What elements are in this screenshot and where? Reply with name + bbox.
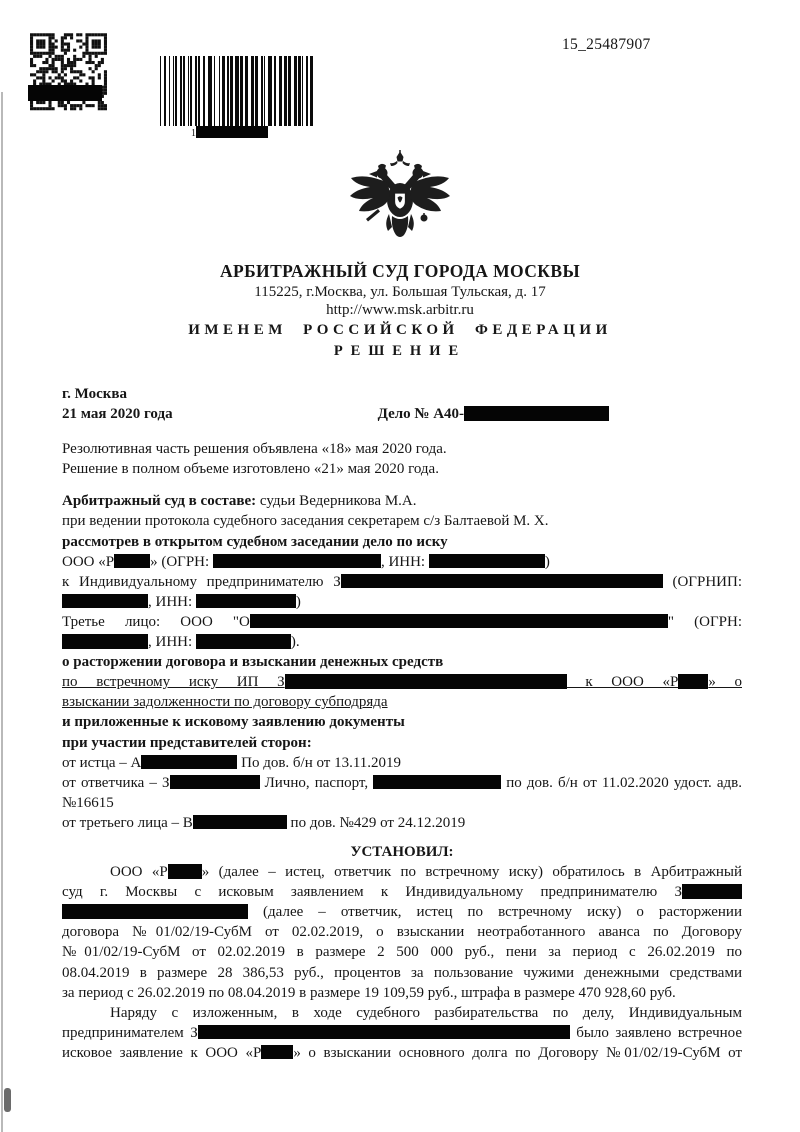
barcode-caption bbox=[191, 126, 268, 139]
text-segment: 08.04.2019 в размере 28 386,53 руб., процентов за пользование чужими денежными средствами bbox=[62, 964, 742, 981]
redaction-bar bbox=[168, 864, 202, 879]
para1-line3 bbox=[62, 902, 742, 922]
text-segment: от истца – А bbox=[62, 754, 142, 771]
redaction-bar bbox=[196, 126, 268, 138]
text-segment: " (ОГРН: bbox=[667, 613, 742, 630]
representatives-line bbox=[62, 733, 742, 753]
court-header bbox=[0, 150, 800, 360]
text-segment: ) bbox=[295, 593, 301, 610]
text-segment: от ответчика – З bbox=[62, 774, 170, 791]
in-name-of-federation-line: ИМЕНЕМ РОССИЙСКОЙ ФЕДЕРАЦИИ bbox=[188, 322, 612, 338]
para1-line5 bbox=[62, 942, 742, 962]
text-segment: от третьего лица – В bbox=[62, 814, 193, 831]
barcode-image bbox=[160, 56, 316, 126]
qr-code bbox=[30, 33, 107, 113]
text-segment: » о взыскании основного долга по Договору №01/02/19-СубМ от bbox=[293, 1044, 742, 1061]
court-address: 115225, г.Москва, ул. Большая Тульская, д. 17 bbox=[254, 284, 546, 300]
text-segment: ). bbox=[290, 634, 300, 651]
text-segment: Решение в полном объеме изготовлено «21» мая 2020 года. bbox=[62, 461, 439, 478]
para1-line1 bbox=[62, 862, 742, 882]
claim-subject-line bbox=[62, 652, 742, 672]
redaction-bar bbox=[196, 634, 291, 649]
scan-number: 15_25487907 bbox=[562, 36, 651, 53]
text-segment: ) bbox=[544, 553, 550, 570]
counterclaim-line bbox=[62, 672, 742, 692]
text-segment: по дов. б/н от 11.02.2020 удост. адв. bbox=[501, 774, 742, 791]
counterclaim-line-2 bbox=[62, 692, 742, 712]
redaction-bar bbox=[682, 884, 742, 899]
text-segment: по встречному иску ИП З bbox=[62, 674, 285, 691]
city-line bbox=[62, 384, 742, 404]
text-segment: было заявлено встречное bbox=[569, 1024, 742, 1041]
text-segment: к Индивидуальному предпринимателю З bbox=[62, 573, 341, 590]
redaction-bar bbox=[62, 594, 148, 609]
considered-line bbox=[62, 532, 742, 552]
scan-corner-smudge bbox=[4, 1088, 11, 1112]
text-segment: Арбитражный суд в составе: bbox=[62, 493, 260, 510]
plaintiff-rep-line bbox=[62, 753, 742, 773]
text-segment: УСТАНОВИЛ: bbox=[350, 843, 454, 860]
text-segment: , ИНН: bbox=[380, 553, 429, 570]
text-segment: к ООО «Р bbox=[566, 674, 679, 691]
para1-line7 bbox=[62, 983, 742, 1003]
redaction-bar bbox=[341, 574, 663, 589]
defendant-rep-line-2 bbox=[62, 793, 742, 813]
redaction-bar bbox=[193, 815, 287, 830]
text-segment: ООО «Р bbox=[110, 864, 168, 881]
redaction-bar bbox=[464, 406, 609, 421]
date-case-line bbox=[62, 404, 742, 424]
redaction-bar bbox=[213, 554, 381, 569]
para2-line2 bbox=[62, 1023, 742, 1043]
text-segment: » (ОГРН: bbox=[150, 553, 213, 570]
text-segment: , ИНН: bbox=[148, 593, 196, 610]
text-segment: 21 мая 2020 года bbox=[62, 406, 173, 423]
text-segment: (далее – ответчик, истец по встречному иску) о расторжении bbox=[248, 904, 742, 921]
redaction-bar bbox=[62, 634, 148, 649]
redaction-bar bbox=[261, 1045, 293, 1060]
text-segment: (ОГРНИП: bbox=[662, 573, 742, 590]
para1-line6 bbox=[62, 963, 742, 983]
defendant-line-2 bbox=[62, 592, 742, 612]
text-segment: предпринимателем З bbox=[62, 1024, 198, 1041]
defendant-line bbox=[62, 572, 742, 592]
text-segment: » о bbox=[708, 674, 742, 691]
text-segment: Резолютивная часть решения объявлена «18» мая 2020 года. bbox=[62, 441, 447, 458]
russian-coat-of-arms-icon bbox=[345, 150, 455, 250]
text-segment: По дов. б/н от 13.11.2019 bbox=[237, 754, 402, 771]
plaintiff-line bbox=[62, 552, 742, 572]
full-text-date-line bbox=[62, 459, 742, 479]
text-segment: №16615 bbox=[62, 794, 114, 811]
vertical-spacer bbox=[62, 833, 742, 842]
text-segment: рассмотрев в открытом судебном заседании дело по иску bbox=[62, 533, 448, 550]
text-segment: г. Москва bbox=[62, 386, 127, 402]
vertical-spacer bbox=[62, 424, 742, 439]
redaction-bar bbox=[373, 775, 501, 790]
document-body bbox=[62, 384, 742, 1063]
vertical-spacer bbox=[62, 479, 742, 491]
text-segment: при участии представителей сторон: bbox=[62, 734, 312, 751]
redaction-bar bbox=[141, 755, 237, 770]
established-heading bbox=[62, 842, 742, 862]
barcode bbox=[160, 56, 316, 126]
text-segment: и приложенные к исковому заявлению документы bbox=[62, 714, 405, 731]
text-segment: » (далее – истец, ответчик по встречному иску) обратилось в Арбитражный bbox=[201, 864, 742, 881]
secretary-line bbox=[62, 511, 742, 531]
text-segment: суд г. Москвы с исковым заявлением к Индивидуальному предпринимателю З bbox=[62, 884, 682, 901]
text-segment: Лично, паспорт, bbox=[259, 774, 374, 791]
third-party-line bbox=[62, 612, 742, 632]
text-segment: Дело № А40- bbox=[377, 406, 465, 423]
defendant-rep-line bbox=[62, 773, 742, 793]
redaction-bar bbox=[196, 594, 296, 609]
document-type-heading: РЕШЕНИЕ bbox=[333, 343, 467, 359]
text-segment: Наряду с изложенным, в ходе судебного разбирательства по делу, Индивидуальным bbox=[110, 1004, 742, 1021]
text-segment: договора №01/02/19-СубМ от 02.02.2019, о взыскании неотработанного аванса по Договору bbox=[62, 924, 742, 941]
text-segment: исковое заявление к ООО «Р bbox=[62, 1044, 262, 1061]
para1-line4 bbox=[62, 922, 742, 942]
third-party-rep-line bbox=[62, 813, 742, 833]
resolutive-part-line bbox=[62, 439, 742, 459]
text-segment: о расторжении договора и взыскании денежных средств bbox=[62, 654, 444, 671]
text-segment: за период с 26.02.2019 по 08.04.2019 в размере 19 109,59 руб., штрафа в размере 470 928,60 руб. bbox=[62, 984, 676, 1001]
redaction-bar bbox=[198, 1025, 570, 1040]
redaction-bar bbox=[62, 904, 248, 919]
text-segment: взыскании задолженности по договору субподряда bbox=[62, 694, 388, 711]
redaction-bar bbox=[429, 554, 545, 569]
para1-line2 bbox=[62, 882, 742, 902]
redaction-bar bbox=[170, 775, 260, 790]
judge-line bbox=[62, 491, 742, 511]
redaction-bar bbox=[114, 554, 150, 569]
redaction-bar bbox=[250, 614, 668, 629]
redaction-bar bbox=[28, 85, 102, 101]
text-segment: по дов. №429 от 24.12.2019 bbox=[286, 814, 466, 831]
text-segment: №01/02/19-СубМ от 02.02.2019 в размере 2 500 000 руб., пени за период с 26.02.2019 по bbox=[62, 944, 742, 961]
para2-line1 bbox=[62, 1003, 742, 1023]
text-segment: ООО «Р bbox=[62, 553, 115, 570]
barcode-digit: 1 bbox=[191, 128, 196, 139]
court-website: http://www.msk.arbitr.ru bbox=[326, 302, 474, 318]
third-party-line-2 bbox=[62, 632, 742, 652]
attached-docs-line bbox=[62, 712, 742, 732]
para2-line3 bbox=[62, 1043, 742, 1063]
court-name: АРБИТРАЖНЫЙ СУД ГОРОДА МОСКВЫ bbox=[219, 261, 581, 281]
qr-code-image bbox=[30, 33, 107, 113]
text-segment: , ИНН: bbox=[148, 634, 196, 651]
text-segment: при ведении протокола судебного заседания секретарем с/з Балтаевой М. Х. bbox=[62, 513, 549, 530]
redaction-bar bbox=[678, 674, 708, 689]
text-segment: судьи Ведерникова М.А. bbox=[259, 493, 417, 510]
redaction-bar bbox=[285, 674, 567, 689]
text-segment: Третье лицо: ООО "О bbox=[62, 613, 250, 630]
